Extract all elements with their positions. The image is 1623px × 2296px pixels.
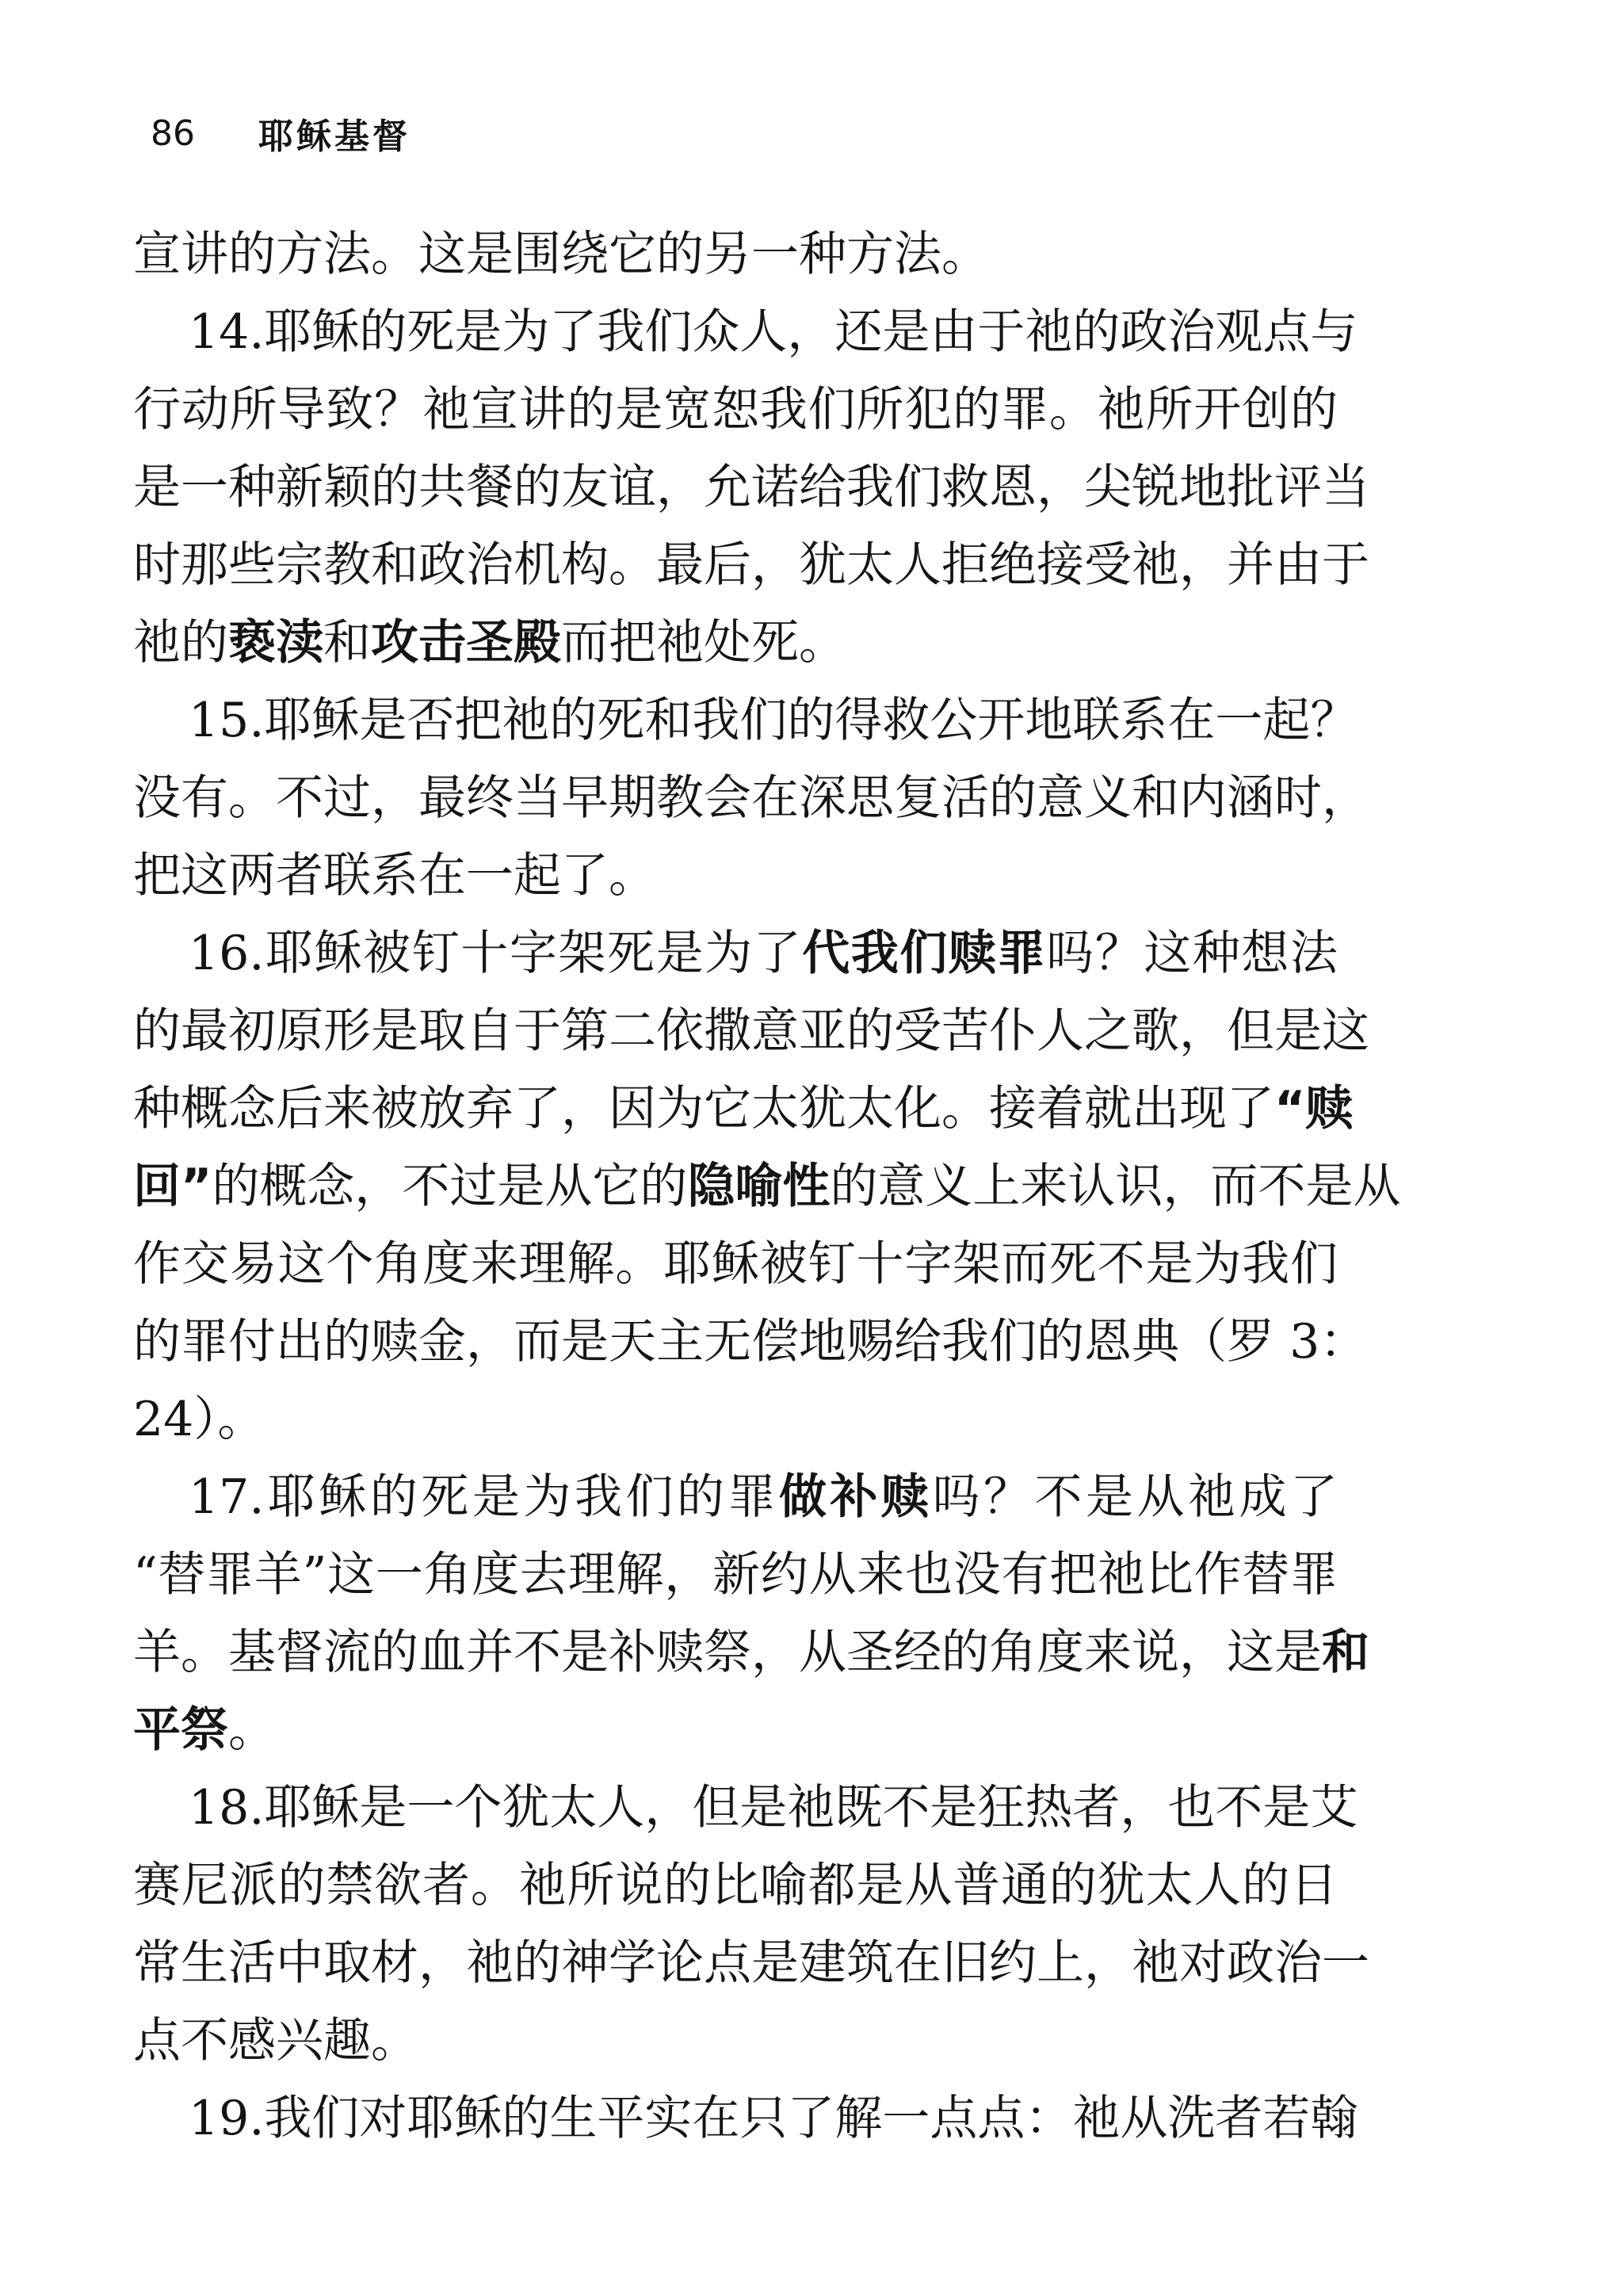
text-line [133,1691,1338,1769]
text-segment: 种概念后来被放弃了，因为它太犹太化。接着就出现了 [133,1081,1274,1137]
text-segment: 16.耶稣被钉十字架死是为了 [189,926,803,981]
bold-term: 亵渎 [228,615,323,670]
text-line [133,1381,1338,1458]
text-line [133,2002,1338,2080]
text-line [133,1303,1368,1381]
text-segment: 行动所导致？祂宣讲的是宽恕我们所犯的罪。祂所开创的 [133,382,1338,437]
body-text [133,216,1401,2157]
text-segment: 的意义上来认识，而不是从 [830,1159,1401,1214]
text-line [133,1070,1354,1148]
text-segment: 时那些宗教和政治机构。最后，犹太人拒绝接受祂，并由于 [133,537,1369,593]
text-line [133,759,1369,837]
text-line [133,1769,1358,1847]
running-title: 耶稣基督 [258,117,411,157]
text-segment: 点不感兴趣。 [133,2013,418,2069]
bold-term: 隐喻性 [687,1159,831,1214]
text-line [133,604,1338,682]
text-segment: 没有。不过，最终当早期教会在深思复活的意义和内涵时， [133,770,1369,826]
bold-term: 和 [1322,1625,1369,1680]
text-segment: 宣讲的方法。这是围绕它的另一种方法。 [133,227,989,282]
bold-term: 做补赎 [778,1469,933,1525]
text-segment: 24）。 [133,1392,265,1447]
text-segment: 和 [323,615,371,670]
text-segment: 。 [228,1702,276,1758]
text-line [133,1458,1338,1536]
text-segment: 羊。基督流的血并不是补赎祭，从圣经的角度来说，这是 [133,1625,1322,1680]
text-segment: 是一种新颖的共餐的友谊，允诺给我们救恩，尖锐地批评当 [133,460,1369,515]
text-segment: 祂的 [133,615,228,670]
text-segment: 14.耶稣的死是为了我们众人，还是由于祂的政治观点与 [189,304,1358,360]
text-line [133,1847,1338,1924]
text-segment: 15.耶稣是否把祂的死和我们的得救公开地联系在一起？ [189,693,1358,748]
bold-term: 代我们赎罪 [802,926,1047,981]
text-segment: 赛尼派的禁欲者。祂所说的比喻都是从普通的犹太人的日 [133,1858,1338,1913]
bold-term: 平祭 [133,1702,228,1758]
text-line [133,682,1358,759]
bold-term: “赎 [1274,1081,1354,1137]
text-segment: 17.耶稣的死是为我们的罪 [189,1469,779,1525]
text-line [133,1225,1338,1303]
bold-term: 攻击圣殿 [371,615,561,670]
text-segment: 的概念，不过是从它的 [212,1159,688,1214]
text-line [133,293,1358,371]
text-line [133,449,1369,526]
text-segment: 18.耶稣是一个犹太人，但是祂既不是狂热者，也不是艾 [189,1780,1358,1836]
text-segment: “替罪羊”这一角度去理解，新约从来也没有把祂比作替罪 [133,1547,1338,1603]
text-line [133,216,1338,293]
text-segment: 吗？不是从祂成了 [932,1469,1338,1525]
text-segment: 19.我们对耶稣的生平实在只了解一点点：祂从洗者若翰 [189,2091,1358,2146]
text-line [133,1536,1338,1614]
bold-term: 回” [133,1159,212,1214]
text-line [133,1148,1401,1225]
text-line [133,837,1338,915]
text-segment: 的罪付出的赎金，而是天主无偿地赐给我们的恩典（罗 3： [133,1314,1368,1370]
page-number: 86 [151,113,195,154]
text-line [133,2080,1358,2157]
text-line [133,992,1369,1070]
page-header [151,109,411,157]
text-line [133,1614,1369,1691]
text-segment: 常生活中取材，祂的神学论点是建筑在旧约上，祂对政治一 [133,1935,1369,1991]
text-segment: 的最初原形是取自于第二依撒意亚的受苦仆人之歌，但是这 [133,1003,1369,1059]
text-line [133,915,1338,992]
text-segment: 把这两者联系在一起了。 [133,848,656,904]
text-line [133,526,1369,604]
text-segment: 而把祂处死。 [561,615,846,670]
text-line [133,371,1338,449]
text-segment: 作交易这个角度来理解。耶稣被钉十字架而死不是为我们 [133,1236,1338,1292]
text-line [133,1924,1369,2002]
text-segment: 吗？这种想法 [1046,926,1338,981]
